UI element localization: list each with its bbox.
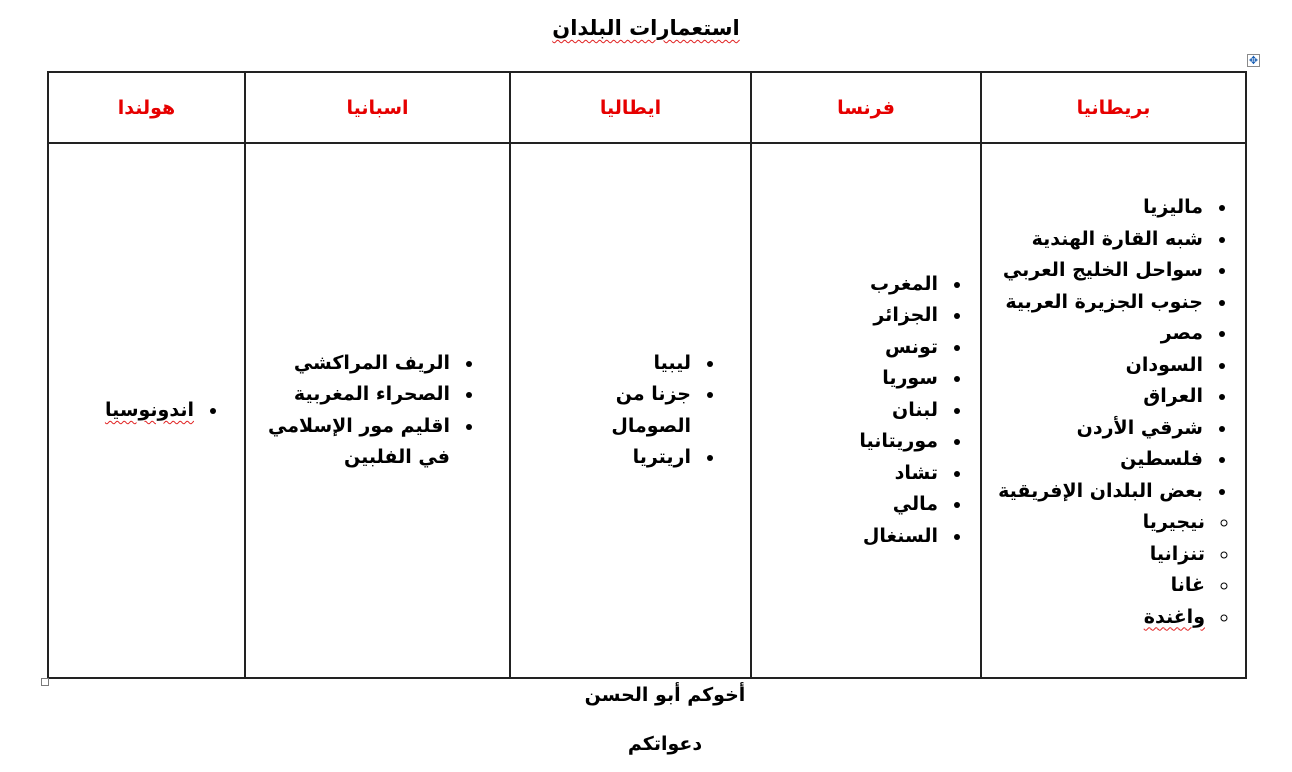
list-item: • سوريا — [752, 363, 942, 395]
title-text: استعمارات البلدان — [552, 16, 740, 40]
cell-britain — [981, 143, 1246, 678]
list-item: • ماليزيا — [982, 192, 1207, 224]
footer-prayer: دعواتكم — [627, 733, 703, 755]
table-header-row — [48, 72, 1246, 143]
header-france: فرنسا — [751, 72, 981, 143]
list-item: • السنغال — [752, 521, 942, 553]
list-item: • المغرب — [752, 269, 942, 301]
list-item: • مالي — [752, 489, 942, 521]
table-body-row — [48, 143, 1246, 678]
header-britain: بريطانيا — [981, 72, 1246, 143]
list-item: • موريتانيا — [752, 426, 942, 458]
list-item: • شرقي الأردن — [982, 413, 1207, 445]
footer-signature: أخوكم أبو الحسن — [584, 684, 746, 706]
header-spain: اسبانيا — [245, 72, 510, 143]
list-item: • السودان — [982, 350, 1207, 382]
list-item: • الصحراء المغربية — [246, 379, 454, 411]
sub-list-item: ◦ نيجيريا — [982, 507, 1209, 539]
france-list — [752, 269, 980, 553]
cell-france — [751, 143, 981, 678]
cell-italy — [510, 143, 751, 678]
list-item: • سواحل الخليج العربي — [982, 255, 1207, 287]
list-item: • فلسطين — [982, 444, 1207, 476]
list-item: • شبه القارة الهندية — [982, 224, 1207, 256]
sub-list-item: ◦ غانا — [982, 570, 1209, 602]
list-item: • بعض البلدان الإفريقية — [982, 476, 1207, 508]
netherlands-list — [49, 395, 244, 427]
italy-list — [511, 348, 750, 474]
sub-list-item: ◦ واغندة — [982, 602, 1209, 634]
list-item: • اريتريا — [521, 442, 695, 474]
list-item: • جزنا من الصومال — [596, 379, 695, 442]
list-item: • الجزائر — [752, 300, 942, 332]
header-italy: ايطاليا — [510, 72, 751, 143]
spain-list — [246, 348, 509, 474]
list-item: • ليبيا — [521, 348, 695, 380]
britain-list — [982, 188, 1245, 507]
list-item: • اندونوسيا — [49, 395, 198, 427]
list-item: • لبنان — [752, 395, 942, 427]
list-item: • جنوب الجزيرة العربية — [982, 287, 1207, 319]
list-item: • مصر — [982, 318, 1207, 350]
cell-spain — [245, 143, 510, 678]
document-title — [0, 16, 1292, 40]
list-item: • تونس — [752, 332, 942, 364]
table-move-handle-icon[interactable]: ✥ — [1248, 54, 1259, 67]
list-item: • العراق — [982, 381, 1207, 413]
cell-netherlands — [48, 143, 245, 678]
britain-sublist — [982, 507, 1245, 633]
list-item: • تشاد — [752, 458, 942, 490]
colonies-table — [47, 71, 1247, 679]
sub-list-item: ◦ تنزانيا — [982, 539, 1209, 571]
list-item: • اقليم مور الإسلامي في الفلبين — [246, 411, 454, 474]
header-netherlands: هولندا — [48, 72, 245, 143]
list-item: • الريف المراكشي — [246, 348, 454, 380]
